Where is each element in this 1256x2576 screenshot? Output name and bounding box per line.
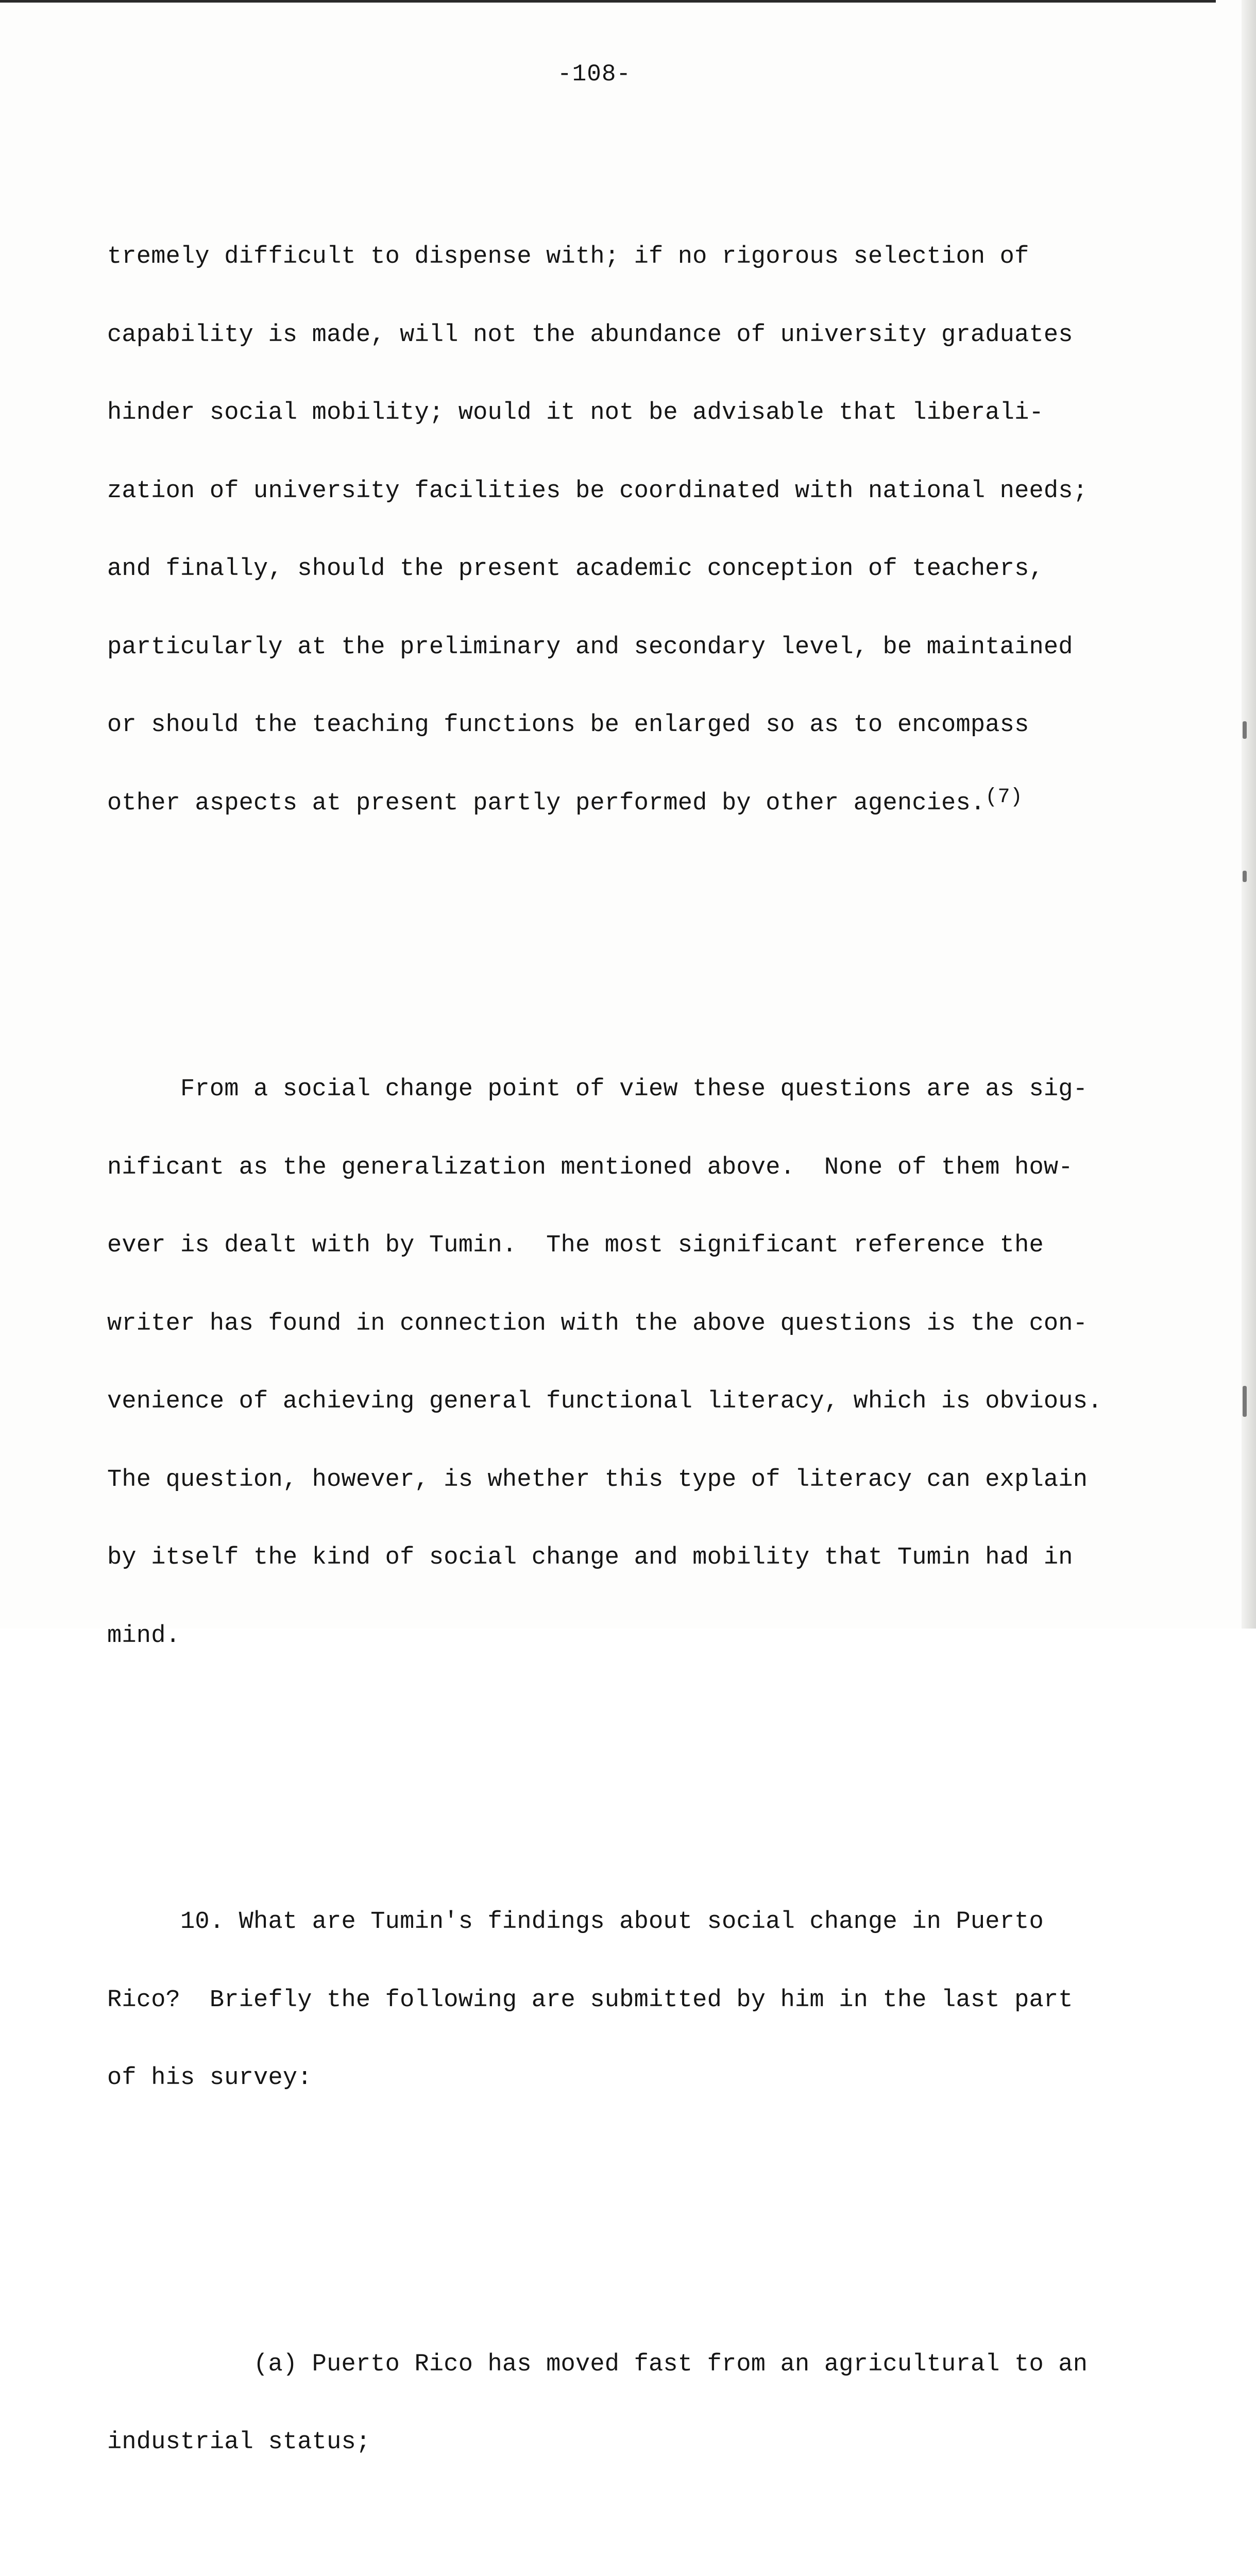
text-line: of his survey: bbox=[107, 2065, 1168, 2092]
paragraph-10 bbox=[107, 1857, 1168, 2144]
paragraph-gap bbox=[107, 921, 1168, 947]
text-line: Rico? Briefly the following are submitted by him in the last part bbox=[107, 1988, 1168, 2014]
edge-mark bbox=[1243, 1386, 1247, 1417]
paragraph-gap bbox=[107, 1753, 1168, 1780]
typescript-body bbox=[107, 140, 1168, 2576]
paragraph-continuation bbox=[107, 192, 1168, 869]
text-line: writer has found in connection with the above questions is the con- bbox=[107, 1311, 1168, 1337]
text-line: or should the teaching functions be enlarged so as to encompass bbox=[107, 713, 1168, 739]
text-line: venience of achieving general functional literacy, which is obvious. bbox=[107, 1389, 1168, 1415]
edge-mark bbox=[1243, 871, 1247, 882]
text-line: ever is dealt with by Tumin. The most significant reference the bbox=[107, 1233, 1168, 1259]
text-line: particularly at the preliminary and secondary level, be maintained bbox=[107, 635, 1168, 661]
finding-a bbox=[107, 2300, 1168, 2508]
paragraph-gap bbox=[107, 2196, 1168, 2222]
paragraph-gap bbox=[107, 2560, 1168, 2576]
text-line: 10. What are Tumin's findings about social change in Puerto bbox=[107, 1909, 1168, 1936]
text-line: From a social change point of view these questions are as sig- bbox=[107, 1077, 1168, 1103]
scan-right-edge bbox=[1242, 0, 1256, 1629]
text-line: industrial status; bbox=[107, 2430, 1168, 2456]
top-edge-rule bbox=[0, 0, 1216, 3]
edge-mark bbox=[1243, 721, 1247, 739]
text-line: by itself the kind of social change and mobility that Tumin had in bbox=[107, 1545, 1168, 1571]
paragraph-social-change bbox=[107, 1025, 1168, 1701]
text-line: and finally, should the present academic conception of teachers, bbox=[107, 556, 1168, 583]
text-line: The question, however, is whether this type of literacy can explain bbox=[107, 1467, 1168, 1494]
page-number: -108- bbox=[557, 61, 631, 88]
footnote-marker: (7) bbox=[985, 786, 1023, 809]
text-line: zation of university facilities be coordinated with national needs; bbox=[107, 479, 1168, 505]
text-line: (a) Puerto Rico has moved fast from an agricultural to an bbox=[107, 2352, 1168, 2378]
text-line: mind. bbox=[107, 1623, 1168, 1650]
text-line: hinder social mobility; would it not be advisable that liberali- bbox=[107, 400, 1168, 427]
text-line: tremely difficult to dispense with; if no rigorous selection of bbox=[107, 244, 1168, 270]
text-line: capability is made, will not the abundance of university graduates bbox=[107, 323, 1168, 349]
text-line-content: other aspects at present partly performed by other agencies. bbox=[107, 790, 985, 817]
text-line bbox=[107, 791, 1168, 817]
text-line: nificant as the generalization mentioned above. None of them how- bbox=[107, 1155, 1168, 1181]
